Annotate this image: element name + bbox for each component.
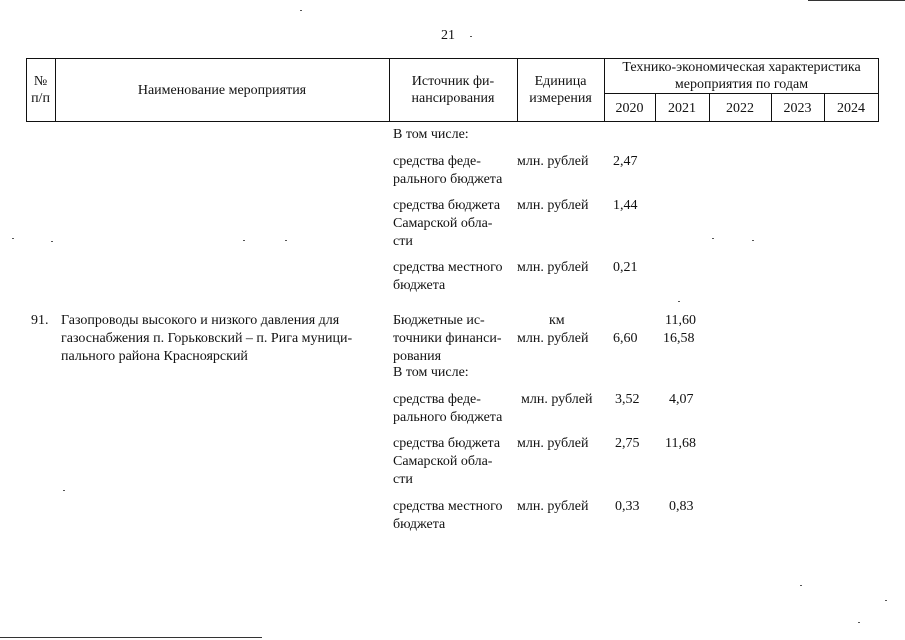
page-number: 21 — [441, 28, 455, 43]
scan-artifact — [0, 637, 262, 638]
header-year-2021: 2021 — [668, 101, 696, 116]
row-value-2020: 0,21 — [613, 260, 638, 275]
header-year-2022: 2022 — [726, 101, 754, 116]
row-unit: млн. рублей — [517, 154, 589, 169]
header-year-2024: 2024 — [837, 101, 865, 116]
row-source: средства феде- рального бюджета — [393, 392, 503, 425]
row-unit: млн. рублей — [517, 260, 589, 275]
row-source: средства местного бюджета — [393, 260, 503, 293]
scan-speck — [300, 10, 302, 11]
scan-speck — [858, 622, 860, 623]
row-value-2020-rub: 6,60 — [613, 331, 638, 346]
header-group: Технико-экономическая характеристика мероприятия по годам — [622, 60, 861, 92]
row-value-2020: 3,52 — [615, 392, 640, 407]
header-years-divider — [604, 93, 879, 94]
row-value-2021-km: 11,60 — [665, 313, 696, 328]
row-source: Бюджетные ис- точники финанси- рования — [393, 313, 502, 364]
item-name: Газопроводы высокого и низкого давления для газоснабжения п. Горьковский – п. Рига муници- пального района Красноярский — [61, 313, 353, 364]
scan-speck — [800, 585, 802, 586]
header-border-bottom — [26, 121, 879, 122]
row-value-2020: 2,47 — [613, 154, 638, 169]
header-unit: Единица измерения — [529, 74, 592, 106]
scan-speck — [712, 238, 714, 239]
header-name: Наименование мероприятия — [137, 83, 307, 98]
row-value-2020: 2,75 — [615, 436, 640, 451]
scan-speck — [678, 301, 680, 302]
table-header — [26, 58, 879, 122]
row-unit: млн. рублей — [517, 436, 589, 451]
item-number: 91. — [31, 313, 49, 328]
scan-speck — [752, 240, 754, 241]
scan-speck — [470, 36, 472, 37]
header-source: Источник фи- нансирования — [411, 74, 495, 106]
row-value-2021-rub: 16,58 — [663, 331, 695, 346]
row-value-2021: 0,83 — [669, 499, 694, 514]
scan-speck — [63, 490, 65, 491]
in-that-label-2: В том числе: — [393, 365, 469, 380]
header-year-2020: 2020 — [615, 101, 644, 116]
header-num: № п/п — [31, 74, 50, 106]
row-unit-rub: млн. рублей — [517, 331, 589, 346]
row-value-2021: 4,07 — [669, 392, 694, 407]
header-year-2023: 2023 — [783, 101, 812, 116]
row-unit: млн. рублей — [517, 198, 589, 213]
row-value-2020: 0,33 — [615, 499, 640, 514]
scan-speck — [12, 238, 14, 239]
row-unit: млн. рублей — [517, 499, 589, 514]
scan-artifact — [808, 0, 905, 1]
scan-speck — [243, 240, 245, 241]
in-that-label-1: В том числе: — [393, 127, 469, 142]
row-source: средства местного бюджета — [393, 499, 503, 532]
scan-speck — [285, 240, 287, 241]
scan-speck — [885, 600, 887, 601]
row-value-2020: 1,44 — [613, 198, 638, 213]
row-source: средства феде- рального бюджета — [393, 154, 503, 187]
row-unit-km: км — [549, 313, 565, 328]
row-value-2021: 11,68 — [665, 436, 696, 451]
row-source: средства бюджета Самарской обла- сти — [393, 436, 501, 487]
row-unit: млн. рублей — [521, 392, 593, 407]
scan-speck — [51, 241, 53, 242]
row-source: средства бюджета Самарской обла- сти — [393, 198, 501, 249]
